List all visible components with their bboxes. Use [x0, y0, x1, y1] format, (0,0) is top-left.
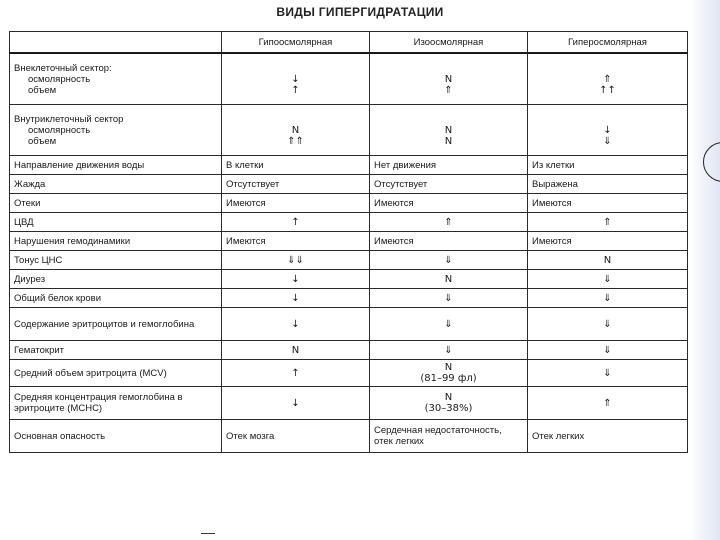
cell-value: N — [444, 73, 453, 85]
table-row — [10, 194, 688, 213]
slide-edge-decoration — [690, 0, 720, 540]
cell-value: ⇓ — [444, 344, 453, 356]
cell-value: N — [291, 124, 300, 136]
cell-hyperosmolar — [528, 387, 688, 420]
row-label: Гематокрит — [10, 341, 222, 360]
table-header-row — [10, 32, 688, 54]
row-label: Содержание эритроцитов и гемоглобина — [10, 308, 222, 341]
sector-sublabel: осмолярность — [28, 73, 91, 85]
cell-value: Имеются — [532, 197, 572, 209]
row-label: Основная опасность — [10, 420, 222, 453]
cell-hypoosmolar — [222, 420, 370, 453]
cell-value: ↑ — [291, 84, 300, 96]
cell-hyperosmolar — [528, 232, 688, 251]
cell-isoosmolar — [370, 341, 528, 360]
hyperhydration-table — [9, 31, 688, 453]
sector-sublabel: объем — [28, 84, 57, 96]
cell-value: ⇓ — [603, 344, 612, 356]
cell-hyperosmolar — [528, 270, 688, 289]
table-row — [10, 175, 688, 194]
table-row — [10, 420, 688, 453]
cell-hypoosmolar — [222, 251, 370, 270]
cell-value: Нет движения — [374, 159, 437, 171]
cell-spacer — [226, 114, 365, 125]
cell-value: N — [444, 273, 453, 285]
cell-hyperosmolar — [528, 360, 688, 387]
sector-sublabel: осмолярность — [28, 124, 91, 136]
cell-isoosmolar — [370, 387, 528, 420]
cell-spacer — [226, 63, 365, 74]
cell-hyperosmolar — [528, 105, 688, 156]
cell-spacer — [374, 114, 523, 125]
sector-row — [10, 53, 688, 105]
table-row — [10, 308, 688, 341]
cell-value: ⇓ — [603, 367, 612, 379]
cell-hyperosmolar — [528, 53, 688, 105]
cell-value: ↓ — [291, 292, 300, 304]
cell-value: ↓ — [603, 124, 612, 136]
row-label: Направление движения воды — [10, 156, 222, 175]
cell-hypoosmolar — [222, 194, 370, 213]
cell-value: ⇑ — [603, 397, 612, 409]
cell-value: ↓ — [291, 318, 300, 330]
table-row — [10, 232, 688, 251]
row-label: Тонус ЦНС — [10, 251, 222, 270]
cell-hyperosmolar — [528, 156, 688, 175]
cell-isoosmolar — [370, 53, 528, 105]
header-corner — [10, 32, 222, 54]
cell-hypoosmolar — [222, 175, 370, 194]
cell-value: Имеются — [374, 235, 414, 247]
cell-hypoosmolar — [222, 53, 370, 105]
cell-value: ⇑ — [603, 73, 612, 85]
sector-label: Внутриклеточный сектор — [14, 113, 124, 125]
cell-spacer — [374, 63, 523, 74]
table-row — [10, 360, 688, 387]
cell-hyperosmolar — [528, 194, 688, 213]
cell-value: Имеются — [226, 197, 266, 209]
cell-value: Имеются — [374, 197, 414, 209]
cell-isoosmolar — [370, 270, 528, 289]
row-label: ЦВД — [10, 213, 222, 232]
cell-value: ↓ — [291, 273, 300, 285]
table-row — [10, 156, 688, 175]
cell-value: ⇑ — [444, 216, 453, 228]
row-label — [10, 105, 222, 156]
cell-value: N — [444, 135, 453, 147]
cell-value: N — [444, 124, 453, 136]
sector-sublabel: объем — [28, 135, 57, 147]
table-row — [10, 289, 688, 308]
cell-value: ⇓⇓ — [287, 254, 304, 266]
cell-isoosmolar — [370, 232, 528, 251]
cell-value: Выражена — [532, 178, 578, 190]
cell-value: Отсутствует — [374, 178, 428, 190]
cell-value: Отек мозга — [226, 430, 275, 442]
row-label: Средняя концентрация гемоглобина в эритроците (МСНС) — [10, 387, 222, 420]
column-header-isoosmolar: Изоосмолярная — [370, 32, 528, 54]
cell-value: ⇓ — [444, 254, 453, 266]
row-label: Общий белок крови — [10, 289, 222, 308]
cell-hypoosmolar — [222, 387, 370, 420]
cell-value: Имеются — [532, 235, 572, 247]
row-label: Жажда — [10, 175, 222, 194]
cell-hypoosmolar — [222, 213, 370, 232]
cell-value: ⇓ — [444, 318, 453, 330]
cell-isoosmolar — [370, 360, 528, 387]
column-header-hypoosmolar: Гипоосмолярная — [222, 32, 370, 54]
sector-row — [10, 105, 688, 156]
cell-hyperosmolar — [528, 308, 688, 341]
sector-label: Внеклеточный сектор: — [14, 62, 112, 74]
cell-isoosmolar — [370, 105, 528, 156]
cell-hypoosmolar — [222, 105, 370, 156]
footer-dash — [201, 533, 215, 534]
cell-hypoosmolar — [222, 289, 370, 308]
row-label: Отеки — [10, 194, 222, 213]
cell-value: ⇓ — [603, 135, 612, 147]
cell-value: ⇓ — [444, 292, 453, 304]
cell-isoosmolar — [370, 420, 528, 453]
table-row — [10, 341, 688, 360]
row-label — [10, 53, 222, 105]
cell-isoosmolar — [370, 175, 528, 194]
cell-value: В клетки — [226, 159, 264, 171]
row-label: Нарушения гемодинамики — [10, 232, 222, 251]
cell-value: ↓ — [291, 73, 300, 85]
cell-hyperosmolar — [528, 213, 688, 232]
cell-hypoosmolar — [222, 232, 370, 251]
cell-isoosmolar — [370, 213, 528, 232]
cell-value: N — [603, 254, 612, 266]
cell-value: ↑ — [291, 367, 300, 379]
column-header-hyperosmolar: Гиперосмолярная — [528, 32, 688, 54]
cell-value: ⇑⇑ — [287, 135, 304, 147]
cell-value: ↑↑ — [599, 84, 616, 96]
cell-hyperosmolar — [528, 341, 688, 360]
cell-isoosmolar — [370, 289, 528, 308]
cell-value: N (30–38%) — [424, 392, 473, 414]
cell-value: Отсутствует — [226, 178, 280, 190]
cell-hypoosmolar — [222, 308, 370, 341]
cell-hyperosmolar — [528, 289, 688, 308]
cell-value: Сердечная недостаточность, отек легких — [374, 425, 502, 447]
cell-hypoosmolar — [222, 156, 370, 175]
cell-hyperosmolar — [528, 175, 688, 194]
cell-value: ⇓ — [603, 318, 612, 330]
cell-isoosmolar — [370, 308, 528, 341]
row-label: Средний объем эритроцита (MCV) — [10, 360, 222, 387]
row-label: Диурез — [10, 270, 222, 289]
page-title: ВИДЫ ГИПЕРГИДРАТАЦИИ — [276, 5, 444, 19]
cell-hyperosmolar — [528, 420, 688, 453]
cell-value: Имеются — [226, 235, 266, 247]
cell-value: ⇓ — [603, 273, 612, 285]
cell-value: ↓ — [291, 397, 300, 409]
cell-isoosmolar — [370, 194, 528, 213]
cell-value: N — [291, 344, 300, 356]
table-row — [10, 387, 688, 420]
table-row — [10, 251, 688, 270]
table-row — [10, 270, 688, 289]
cell-hypoosmolar — [222, 341, 370, 360]
cell-value: ↑ — [291, 216, 300, 228]
table-row — [10, 213, 688, 232]
cell-isoosmolar — [370, 251, 528, 270]
cell-value: ⇑ — [603, 216, 612, 228]
cell-hyperosmolar — [528, 251, 688, 270]
cell-spacer — [532, 114, 683, 125]
cell-value: ⇓ — [603, 292, 612, 304]
cell-value: Отек легких — [532, 430, 585, 442]
cell-spacer — [532, 63, 683, 74]
cell-value: Из клетки — [532, 159, 575, 171]
cell-value: ⇑ — [444, 84, 453, 96]
cell-hypoosmolar — [222, 270, 370, 289]
cell-hypoosmolar — [222, 360, 370, 387]
cell-value: N (81–99 фл) — [420, 362, 477, 384]
cell-isoosmolar — [370, 156, 528, 175]
